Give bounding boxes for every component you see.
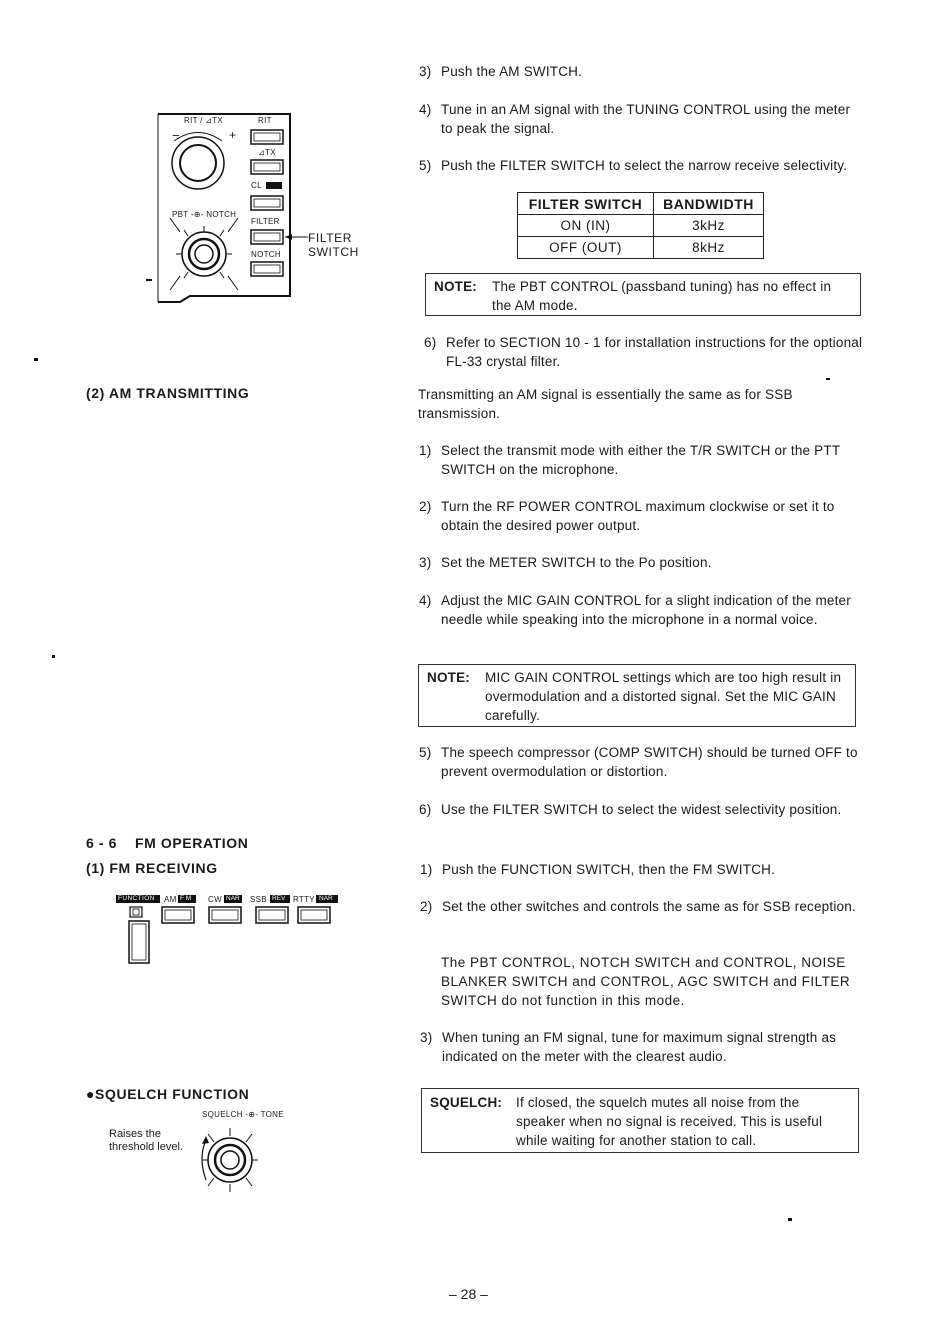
fm-not-function-paragraph: The PBT CONTROL, NOTCH SWITCH and CONTROL, NOISE BLANKER SWITCH and CONTROL, AGC SWITCH and FILTER SWITCH do not function in this mode. <box>441 955 851 1008</box>
am-tx-step-6: 6) Use the FILTER SWITCH to select the widest selectivity position. <box>419 802 842 817</box>
filter-bandwidth-table <box>517 192 764 259</box>
ssb-button-icon <box>256 907 288 923</box>
note-label: NOTE: <box>434 279 477 294</box>
nar-label-2: NAR <box>319 895 333 902</box>
fm-operation-heading: 6 - 6 FM OPERATION <box>86 835 249 851</box>
nar-label-1: NAR <box>226 895 240 902</box>
squelch-figure <box>106 1108 306 1196</box>
table-cell: 8kHz <box>654 237 764 259</box>
mode-buttons-figure <box>116 893 346 968</box>
cw-button-icon <box>209 907 241 923</box>
pbt-note-box <box>425 273 861 316</box>
squelch-note-box <box>421 1088 859 1153</box>
am-rx-step-5: 5) Push the FILTER SWITCH to select the narrow receive selectivity. <box>419 158 848 173</box>
fm-step-1: 1) Push the FUNCTION SWITCH, then the FM SWITCH. <box>420 862 776 877</box>
am-rx-step-4: 4) Tune in an AM signal with the TUNING CONTROL using the meter to peak the signal. <box>419 102 851 136</box>
am-label: AM <box>164 895 177 904</box>
filter-callout-line2: SWITCH <box>308 245 359 259</box>
fm-label: F M <box>180 895 192 902</box>
am-tx-step-1: 1) Select the transmit mode with either the T/R SWITCH or the PTT SWITCH on the microphone. <box>419 443 841 477</box>
note-text: The PBT CONTROL (passband tuning) has no effect in the AM mode. <box>492 279 832 313</box>
table-header-bandwidth: BANDWIDTH <box>654 193 764 215</box>
am-tx-step-4: 4) Adjust the MIC GAIN CONTROL for a slight indication of the meter needle while speaking into the microphone in a normal voice. <box>419 593 851 627</box>
note-text: MIC GAIN CONTROL settings which are too high result in overmodulation and a distorted signal. Set the MIC GAIN carefully. <box>485 670 842 723</box>
am-tx-intro: Transmitting an AM signal is essentially the same as for SSB transmission. <box>418 387 793 421</box>
table-header-filter-switch: FILTER SWITCH <box>518 193 654 215</box>
squelch-note-label: SQUELCH: <box>430 1095 503 1110</box>
filter-callout-line1: FILTER <box>308 231 353 245</box>
scan-dot <box>34 358 38 361</box>
table-header-row <box>518 193 764 215</box>
scan-dot <box>826 378 830 380</box>
rtty-button-icon <box>298 907 330 923</box>
squelch-caption-line2: threshold level. <box>109 1141 183 1153</box>
cw-label: CW <box>208 895 222 904</box>
note-label: NOTE: <box>427 670 470 685</box>
squelch-caption-line1: Raises the <box>109 1128 161 1140</box>
table-cell: OFF (OUT) <box>518 237 654 259</box>
table-cell: ON (IN) <box>518 215 654 237</box>
table-cell: 3kHz <box>654 215 764 237</box>
rit-filter-figure <box>140 108 370 308</box>
xit-label: ⊿TX <box>258 148 276 157</box>
am-rx-step-6: 6) Refer to SECTION 10 - 1 for installation instructions for the optional FL-33 crystal filter. <box>424 335 863 369</box>
rev-label: REV <box>272 895 286 902</box>
cl-label: CL <box>251 181 262 190</box>
notch-label: NOTCH <box>251 250 281 259</box>
minus-label: − <box>172 128 180 143</box>
function-label: FUNCTION <box>118 895 155 902</box>
plus-label: + <box>229 128 237 142</box>
ssb-label: SSB <box>250 895 267 904</box>
am-tx-step-3: 3) Set the METER SWITCH to the Po position. <box>419 555 712 570</box>
scan-dot <box>52 655 55 658</box>
fm-step-2: 2) Set the other switches and controls the same as for SSB reception. <box>420 899 856 914</box>
am-tx-step-5: 5) The speech compressor (COMP SWITCH) should be turned OFF to prevent overmodulation or distortion. <box>419 745 858 779</box>
mic-gain-note-box <box>418 664 856 727</box>
fm-receiving-heading: (1) FM RECEIVING <box>86 860 218 876</box>
squelch-note-text: If closed, the squelch mutes all noise from the speaker when no signal is received. This is useful while waiting for another station to call. <box>516 1095 823 1148</box>
fm-step-3: 3) When tuning an FM signal, tune for maximum signal strength as indicated on the meter with the clearest audio. <box>420 1030 837 1064</box>
squelch-tone-label: SQUELCH -⊕- TONE <box>202 1110 284 1119</box>
filter-label: FILTER <box>251 217 280 226</box>
scan-dot <box>788 1218 792 1221</box>
squelch-function-heading: ●SQUELCH FUNCTION <box>86 1086 250 1102</box>
am-rx-step-3: 3) Push the AM SWITCH. <box>419 64 583 79</box>
pbt-notch-label: PBT -⊕- NOTCH <box>172 210 237 219</box>
am-fm-button-icon <box>162 907 194 923</box>
page-number: – 28 – <box>449 1286 488 1302</box>
table-row <box>518 215 764 237</box>
am-transmitting-heading: (2) AM TRANSMITTING <box>86 385 250 401</box>
table-row <box>518 237 764 259</box>
am-tx-step-2: 2) Turn the RF POWER CONTROL maximum clockwise or set it to obtain the desired power output. <box>419 499 835 533</box>
rtty-label: RTTY <box>293 895 315 904</box>
rit-label: RIT <box>258 116 272 125</box>
rit-xit-label: RIT / ⊿TX <box>184 116 224 125</box>
